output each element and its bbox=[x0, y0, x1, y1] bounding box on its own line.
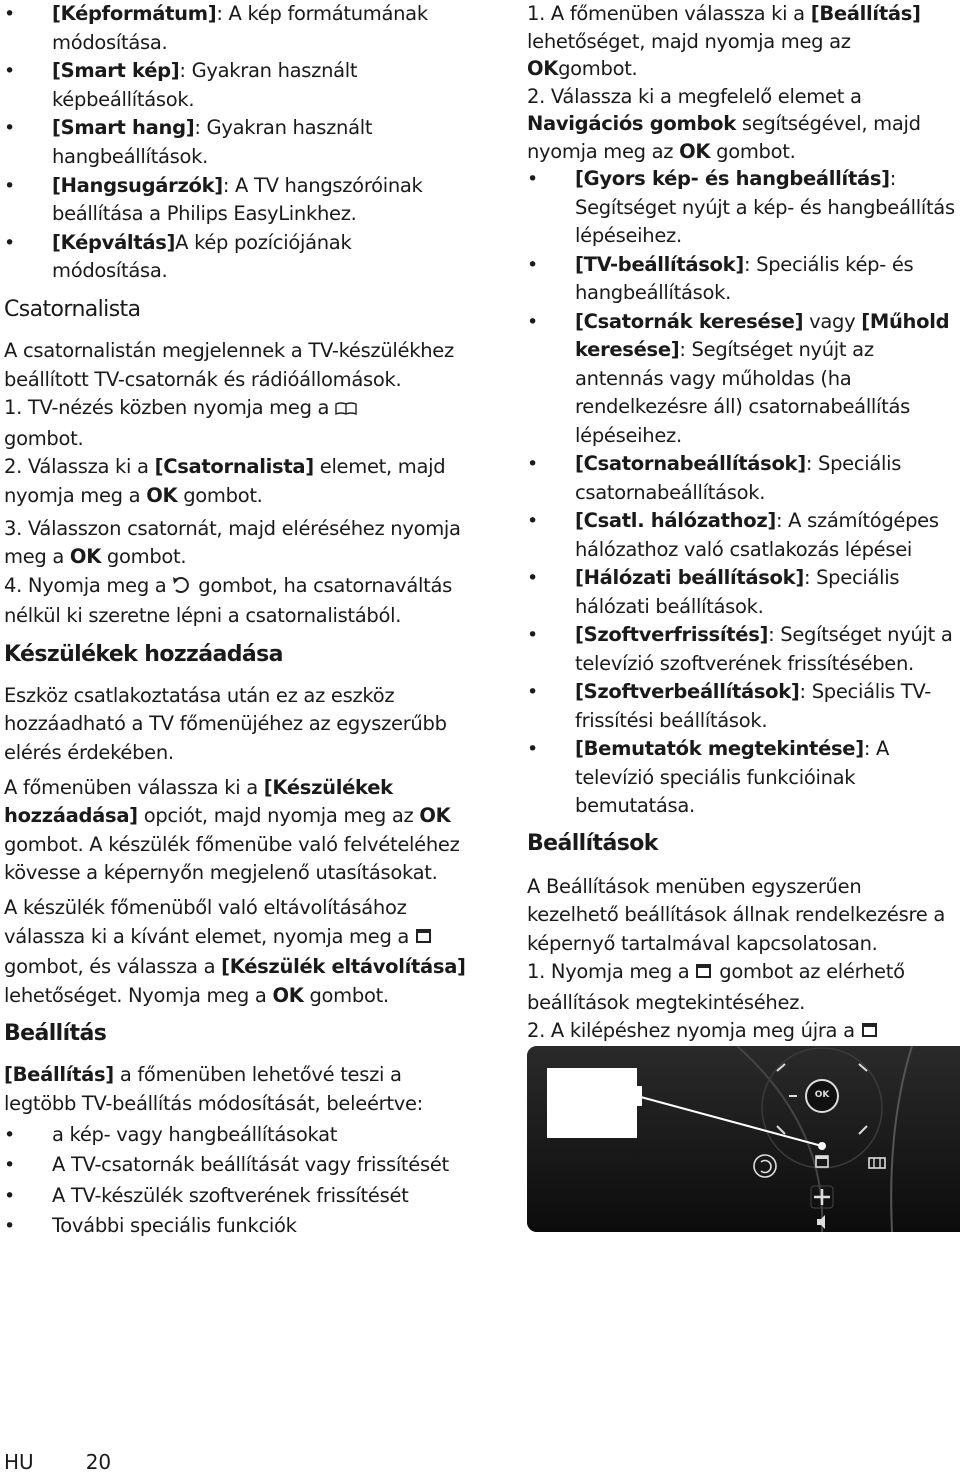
top-bullet-list bbox=[4, 0, 466, 286]
page-number: 20 bbox=[85, 1450, 112, 1474]
setup-options-list bbox=[527, 165, 955, 821]
options-icon bbox=[861, 1019, 879, 1048]
remote-control-illustration bbox=[527, 1046, 960, 1232]
list-item: • További speciális funkciók bbox=[4, 1212, 466, 1241]
channel-step-4: 4. Nyomja meg a gombot, ha csatornaváltás nélkül ki szeretne lépni a csatornalistából. bbox=[4, 573, 452, 628]
list-item: • [Bemutatók megtekintése]: A televízió speciális funkcióinak bemutatása. bbox=[527, 735, 955, 821]
add-devices-p2: A főmenüben válassza ki a [Készülékek hozzáadása] opciót, majd nyomja meg az OK gombot. A készülék főmenübe való felvételéhez kövesse a képernyőn megjelenő utasításokat. bbox=[4, 775, 460, 885]
setup-list bbox=[4, 1121, 466, 1241]
list-item: • [Hálózati beállítások]: Speciális hálózati beállítások. bbox=[527, 564, 955, 621]
list-item: • [TV-beállítások]: Speciális kép- és hangbeállítások. bbox=[527, 251, 955, 308]
channel-list-heading: Csatornalista bbox=[4, 296, 141, 322]
list-item: • [Smart hang]: Gyakran használt hangbeállítások. bbox=[4, 114, 466, 171]
page-footer bbox=[4, 1450, 163, 1474]
options-icon bbox=[415, 925, 433, 954]
list-item: • [Képformátum]: A kép formátumának módosítása. bbox=[4, 0, 466, 57]
settings-intro: A Beállítások menüben egyszerűen kezelhető beállítások állnak rendelkezésre a képernyő tartalmával kapcsolatosan. bbox=[527, 874, 945, 955]
list-item: • [Csatornák keresése] vagy [Műhold keresése]: Segítséget nyújt az antennás vagy műholdas (ha rendelkezésre áll) csatornabeállítás lépéseihez. bbox=[527, 308, 955, 451]
list-item: • A TV-készülék szoftverének frissítését bbox=[4, 1182, 466, 1211]
list-item: • [Szoftverbeállítások]: Speciális TV-frissítési beállítások. bbox=[527, 678, 955, 735]
list-item: • a kép- vagy hangbeállításokat bbox=[4, 1121, 466, 1150]
list-item: • [Csatl. hálózathoz]: A számítógépes hálózathoz való csatlakozás lépései bbox=[527, 507, 955, 564]
channel-step-2: 2. Válassza ki a [Csatornalista] elemet, majd nyomja meg a OK gombot. bbox=[4, 455, 446, 507]
list-item: • [Smart kép]: Gyakran használt képbeállítások. bbox=[4, 57, 466, 114]
add-devices-p1: Eszköz csatlakoztatása után ez az eszköz hozzáadható a TV főmenüjéhez az egyszerűbb elérés érdekében. bbox=[4, 683, 447, 765]
add-devices-heading: Készülékek hozzáadása bbox=[4, 641, 283, 667]
list-item: • [Hangsugárzók]: A TV hangszóróinak beállítása a Philips EasyLinkhez. bbox=[4, 172, 466, 229]
channel-step-1: 1. TV-nézés közben nyomja meg a gombot. bbox=[4, 394, 466, 453]
remote-control-drawing bbox=[527, 1046, 960, 1232]
settings-step-2: 2. A kilépéshez nyomja meg újra a bbox=[527, 1017, 955, 1076]
back-icon bbox=[172, 574, 192, 603]
remove-device-paragraph: A készülék főmenüből való eltávolításához válassza ki a kívánt elemet, nyomja meg a gombot, és válassza a [Készülék eltávolítása] lehetőséget. Nyomja meg a OK gombot. bbox=[4, 896, 466, 1007]
remote-ok-label: OK bbox=[814, 1090, 830, 1100]
list-item: • [Gyors kép- és hangbeállítás]: Segítséget nyújt a kép- és hangbeállítás lépéseihez. bbox=[527, 165, 955, 251]
settings-step-1: 1. Nyomja meg a gombot az elérhető beállítások megtekintéséhez. bbox=[527, 960, 905, 1014]
list-item: • A TV-csatornák beállítását vagy frissítését bbox=[4, 1151, 466, 1180]
right-column bbox=[527, 0, 955, 1077]
list-item: • [Szoftverfrissítés]: Segítséget nyújt a televízió szoftverének frissítésében. bbox=[527, 621, 955, 678]
setup-heading: Beállítás bbox=[4, 1021, 107, 1047]
language-code: HU bbox=[4, 1450, 34, 1474]
left-column bbox=[4, 0, 466, 1241]
settings-heading: Beállítások bbox=[527, 830, 658, 856]
setup-step-1: 1. A főmenüben válassza ki a [Beállítás] lehetőséget, majd nyomja meg az OKgombot. bbox=[527, 2, 921, 80]
list-item: • [Képváltás]A kép pozíciójának módosítása. bbox=[4, 229, 466, 286]
options-icon bbox=[695, 960, 713, 989]
list-item: • [Csatornabeállítások]: Speciális csatornabeállítások. bbox=[527, 450, 955, 507]
setup-step-2: 2. Válassza ki a megfelelő elemet a Navigációs gombok segítségével, majd nyomja meg az OK gombot. bbox=[527, 84, 921, 163]
channel-step-3: 3. Válasszon csatornát, majd eléréséhez nyomja meg a OK gombot. bbox=[4, 516, 461, 569]
setup-intro: [Beállítás] a főmenüben lehetővé teszi a legtöbb TV-beállítás módosítását, beleértve: bbox=[4, 1063, 423, 1115]
book-icon bbox=[335, 396, 357, 425]
channel-list-intro: A csatornalistán megjelennek a TV-készülékhez beállított TV-csatornák és rádióállomások. bbox=[4, 338, 454, 391]
